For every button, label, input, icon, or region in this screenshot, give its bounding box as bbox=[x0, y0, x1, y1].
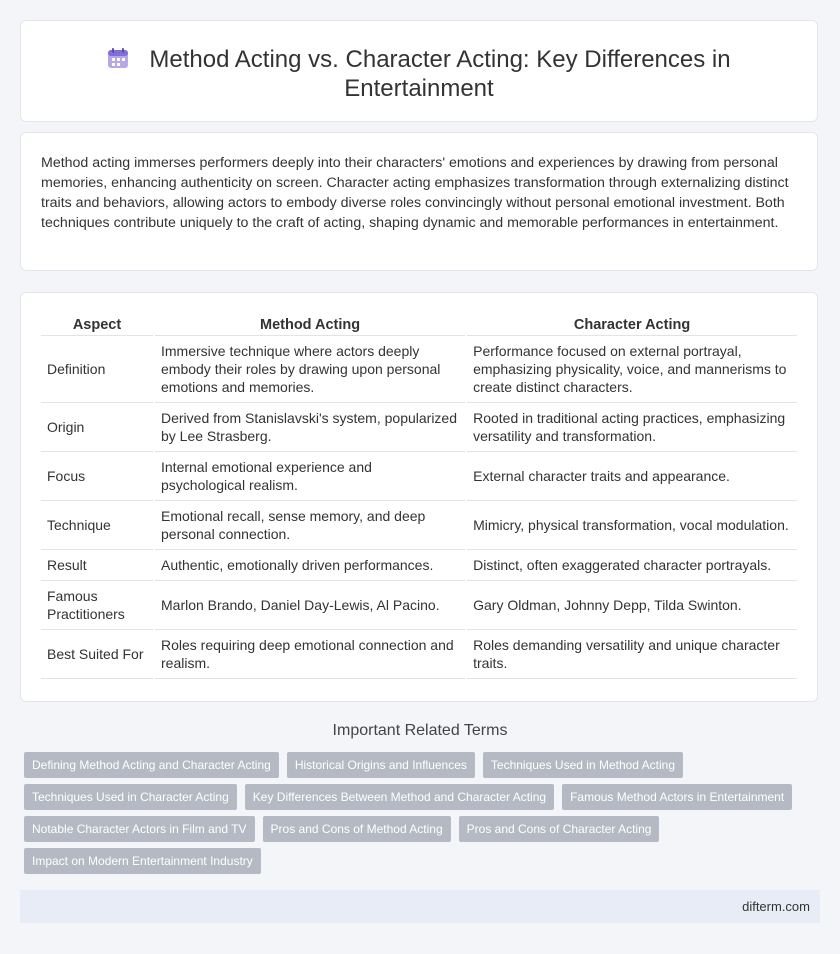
character-cell: Rooted in traditional acting practices, emphasizing versatility and transformation. bbox=[467, 403, 797, 452]
header-card bbox=[20, 20, 818, 122]
method-cell: Marlon Brando, Daniel Day-Lewis, Al Pacino. bbox=[155, 581, 465, 630]
method-cell: Derived from Stanislavski's system, popularized by Lee Strasberg. bbox=[155, 403, 465, 452]
footer bbox=[20, 890, 820, 923]
calendar-icon bbox=[107, 47, 129, 69]
related-term-tag[interactable]: Pros and Cons of Character Acting bbox=[459, 816, 660, 842]
page-title bbox=[81, 45, 757, 103]
aspect-cell: Result bbox=[41, 550, 153, 581]
character-cell: Roles demanding versatility and unique character traits. bbox=[467, 630, 797, 679]
table-row bbox=[41, 630, 797, 679]
aspect-cell: Best Suited For bbox=[41, 630, 153, 679]
table-row bbox=[41, 403, 797, 452]
related-term-tag[interactable]: Techniques Used in Method Acting bbox=[483, 752, 683, 778]
related-term-tag[interactable]: Defining Method Acting and Character Acting bbox=[24, 752, 279, 778]
method-cell: Authentic, emotionally driven performances. bbox=[155, 550, 465, 581]
related-terms-section bbox=[20, 722, 820, 874]
header-character-acting: Character Acting bbox=[467, 313, 797, 336]
method-cell: Internal emotional experience and psychological realism. bbox=[155, 452, 465, 501]
table-header-row bbox=[41, 313, 797, 336]
character-cell: External character traits and appearance. bbox=[467, 452, 797, 501]
aspect-cell: Focus bbox=[41, 452, 153, 501]
aspect-cell: Technique bbox=[41, 501, 153, 550]
intro-text: Method acting immerses performers deeply into their characters' emotions and experiences by drawing from personal memories, enhancing authenticity on screen. Character acting emphasizes transformation through externalizing distinct traits and behaviors, allowing actors to embody diverse roles convincingly without personal emotional investment. Both techniques contribute uniquely to the craft of acting, shaping dynamic and memorable performances in entertainment. bbox=[41, 155, 789, 231]
related-terms-tags bbox=[20, 752, 820, 874]
related-term-tag[interactable]: Notable Character Actors in Film and TV bbox=[24, 816, 255, 842]
table-row bbox=[41, 501, 797, 550]
aspect-cell: Definition bbox=[41, 336, 153, 403]
comparison-table bbox=[39, 313, 799, 679]
page-title-text: Method Acting vs. Character Acting: Key Differences in Entertainment bbox=[149, 46, 731, 102]
aspect-cell: Origin bbox=[41, 403, 153, 452]
method-cell: Roles requiring deep emotional connection and realism. bbox=[155, 630, 465, 679]
table-row bbox=[41, 550, 797, 581]
related-terms-heading: Important Related Terms bbox=[332, 722, 508, 739]
method-cell: Immersive technique where actors deeply embody their roles by drawing upon personal emotions and memories. bbox=[155, 336, 465, 403]
related-term-tag[interactable]: Pros and Cons of Method Acting bbox=[263, 816, 451, 842]
table-row bbox=[41, 452, 797, 501]
header-method-acting: Method Acting bbox=[155, 313, 465, 336]
comparison-card bbox=[20, 292, 818, 702]
intro-card bbox=[20, 132, 818, 271]
related-term-tag[interactable]: Historical Origins and Influences bbox=[287, 752, 475, 778]
footer-site-link[interactable]: difterm.com bbox=[742, 899, 810, 914]
related-term-tag[interactable]: Famous Method Actors in Entertainment bbox=[562, 784, 792, 810]
character-cell: Mimicry, physical transformation, vocal modulation. bbox=[467, 501, 797, 550]
header-aspect: Aspect bbox=[41, 313, 153, 336]
character-cell: Distinct, often exaggerated character portrayals. bbox=[467, 550, 797, 581]
related-term-tag[interactable]: Impact on Modern Entertainment Industry bbox=[24, 848, 261, 874]
aspect-cell: Famous Practitioners bbox=[41, 581, 153, 630]
character-cell: Gary Oldman, Johnny Depp, Tilda Swinton. bbox=[467, 581, 797, 630]
table-row bbox=[41, 336, 797, 403]
table-row bbox=[41, 581, 797, 630]
character-cell: Performance focused on external portrayal, emphasizing physicality, voice, and mannerisms to create distinct characters. bbox=[467, 336, 797, 403]
related-term-tag[interactable]: Key Differences Between Method and Character Acting bbox=[245, 784, 554, 810]
related-term-tag[interactable]: Techniques Used in Character Acting bbox=[24, 784, 237, 810]
method-cell: Emotional recall, sense memory, and deep personal connection. bbox=[155, 501, 465, 550]
